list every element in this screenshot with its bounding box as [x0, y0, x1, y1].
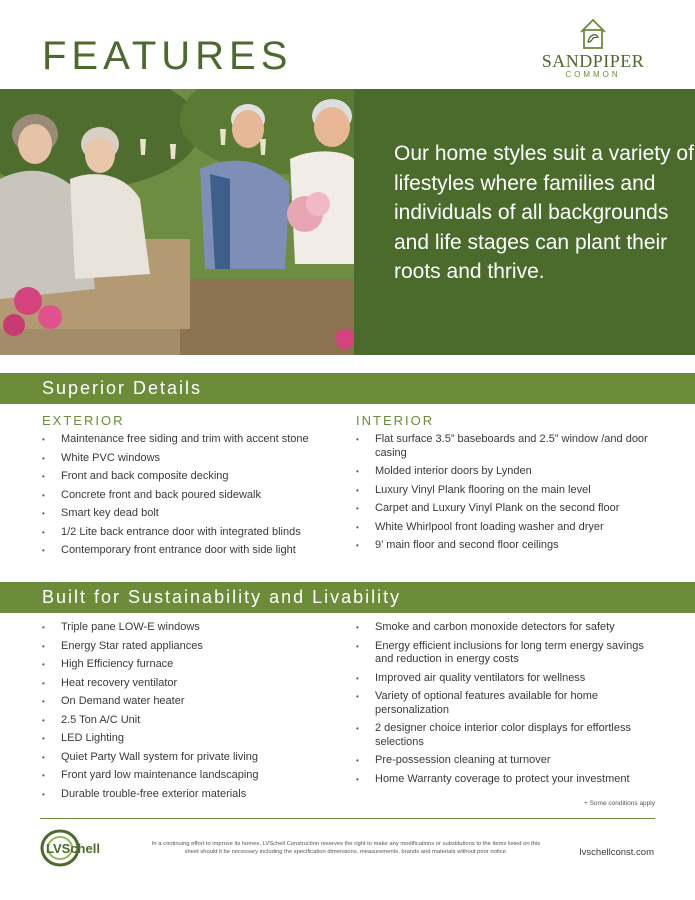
list-item: • Carpet and Luxury Vinyl Plank on the second floor: [356, 502, 620, 514]
list-item: • Quiet Party Wall system for private living: [42, 750, 259, 763]
list-item: • Home Warranty coverage to protect your investment: [356, 772, 630, 785]
superior-details-bar: Superior Details: [0, 373, 695, 404]
sustainability-right-list: [356, 621, 656, 791]
footer-disclaimer: In a continuing effort to improve its homes, LVSchell Construction reserves the right to make any modifications or substitutions to the items listed on this sheet should it be necessary including the specification dimensions, measurements, brands and materials without prior notice.: [151, 841, 541, 856]
list-item: • Pre-possession cleaning at turnover: [356, 754, 551, 766]
exterior-list: [42, 433, 342, 563]
seniors-toasting-photo: [0, 89, 354, 355]
list-item: • Triple pane LOW-E windows: [42, 621, 200, 633]
house-bird-icon: [576, 16, 610, 50]
list-item: • 2 designer choice interior color displays for effortless selections: [356, 722, 631, 748]
list-item: • 1/2 Lite back entrance door with integrated blinds: [42, 525, 301, 538]
list-item: • High Efficiency furnace: [42, 658, 174, 670]
hero-section: [0, 89, 695, 355]
list-item: • Contemporary front entrance door with side light: [42, 544, 296, 556]
interior-heading: INTERIOR: [356, 413, 435, 428]
list-item: • Maintenance free siding and trim with accent stone: [42, 433, 309, 445]
list-item: • Improved air quality ventilators for wellness: [356, 671, 586, 684]
list-item: • Front yard low maintenance landscaping: [42, 769, 259, 781]
list-item: • Front and back composite decking: [42, 470, 229, 482]
list-item: • Concrete front and back poured sidewalk: [42, 488, 261, 501]
list-item: • Energy efficient inclusions for long term energy savings and reduction in energy costs: [356, 639, 644, 665]
lvschell-logo: [40, 828, 110, 868]
svg-text:LVSchell: LVSchell: [46, 841, 100, 856]
footer-divider: [40, 818, 655, 819]
list-item: • 2.5 Ton A/C Unit: [42, 713, 141, 726]
logo-subtitle: COMMON: [565, 70, 621, 79]
list-item: • On Demand water heater: [42, 695, 185, 707]
sandpiper-common-logo: [528, 16, 658, 84]
conditions-note: + Some conditions apply: [583, 800, 655, 807]
list-item: • White Whirlpool front loading washer and dryer: [356, 520, 604, 533]
hero-tagline: Our home styles suit a variety of lifestyles where families and individuals of all backgrounds and life stages can plant their roots and thrive.: [394, 142, 694, 283]
list-item: • LED Lighting: [42, 732, 124, 744]
list-item: • Smart key dead bolt: [42, 507, 159, 519]
list-item: • 9’ main floor and second floor ceilings: [356, 539, 559, 551]
page-title: FEATURES: [42, 34, 293, 78]
photo-illustration: [0, 89, 354, 355]
list-item: • Energy Star rated appliances: [42, 639, 203, 652]
list-item: • Variety of optional features available for home personalization: [356, 690, 598, 716]
list-item: • Molded interior doors by Lynden: [356, 465, 532, 477]
list-item: • Flat surface 3.5” baseboards and 2.5” window /and door casing: [356, 433, 648, 459]
website-link[interactable]: lvschellconst.com: [579, 847, 654, 858]
interior-list: [356, 433, 656, 558]
hero-text-panel: [354, 89, 695, 355]
list-item: • Smoke and carbon monoxide detectors for safety: [356, 621, 615, 633]
list-item: • White PVC windows: [42, 451, 161, 464]
sustainability-bar: Built for Sustainability and Livability: [0, 582, 695, 613]
list-item: • Durable trouble-free exterior materials: [42, 787, 247, 800]
list-item: • Heat recovery ventilator: [42, 676, 178, 689]
logo-name: SANDPIPER: [541, 51, 645, 71]
exterior-heading: EXTERIOR: [42, 413, 125, 428]
list-item: • Luxury Vinyl Plank flooring on the main level: [356, 483, 591, 496]
sustainability-left-list: [42, 621, 342, 806]
